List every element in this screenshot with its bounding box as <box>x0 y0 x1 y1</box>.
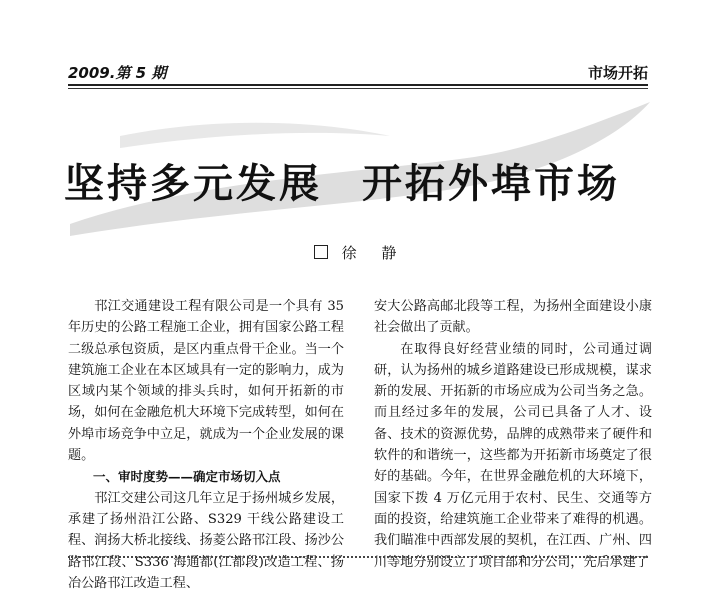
paragraph: 邗江交通建设工程有限公司是一个具有 35 年历史的公路工程施工企业，拥有国家公路工程二级总承包资质，是区内重点骨干企业。当一个建筑施工企业在本区域具有一定的影响力，成为区域内某个领域的排头兵时，如何开拓新的市场，如何在金融危机大环境下完成转型，如何在外埠市场竞争中立足，就成为一个企业发展的课题。 <box>68 299 344 464</box>
square-bullet-icon <box>314 245 328 259</box>
byline <box>0 242 720 263</box>
issue-number: 2009.第 5 期 <box>68 64 167 82</box>
header-rule-thin <box>68 88 648 89</box>
footer-dotted-rule <box>68 556 648 566</box>
section-heading: 一、审时度势——确定市场切入点 <box>93 469 281 485</box>
author-name: 徐 静 <box>341 244 407 262</box>
paragraph: 邗江交建公司这几年立足于扬州城乡发展，承建了扬州沿江公路、S329 干线公路建设工程、润扬大桥北接线、扬菱公路邗江段、扬沙公路邗江段、S336 海通都(江都段)改造工程、扬冶公路邗江改造工程、 <box>68 490 344 591</box>
page-header <box>68 62 648 84</box>
paragraph: 在取得良好经营业绩的同时，公司通过调研，认为扬州的城乡道路建设已形成规模，谋求新的发展、开拓新的市场应成为公司当务之急。而且经过多年的发展，公司已具备了人才、设备、技术的资源优势，品牌的成熟带来了硬件和软件的和谐统一，这些都为开拓新市场奠定了很好的基础。今年，在世界金融危机的大环境下，国家下拨 4 万亿元用于农村、民生、交通等方面的投资，给建筑施工企业带来了难得的机遇。我们瞄准中西部发展的契机，在江西、广州、四川等地分别设立了项目部和分公司，先后承建了 <box>374 341 652 570</box>
left-column <box>68 296 344 594</box>
header-rule-thick <box>68 84 648 86</box>
title-part-1: 坚持多元发展 <box>64 161 322 207</box>
paragraph: 安大公路高邮北段等工程，为扬州全面建设小康社会做出了贡献。 <box>374 299 652 336</box>
right-column <box>374 296 652 573</box>
article-title <box>64 152 664 209</box>
title-part-2: 开拓外埠市场 <box>362 161 620 207</box>
section-name: 市场开拓 <box>587 64 648 82</box>
